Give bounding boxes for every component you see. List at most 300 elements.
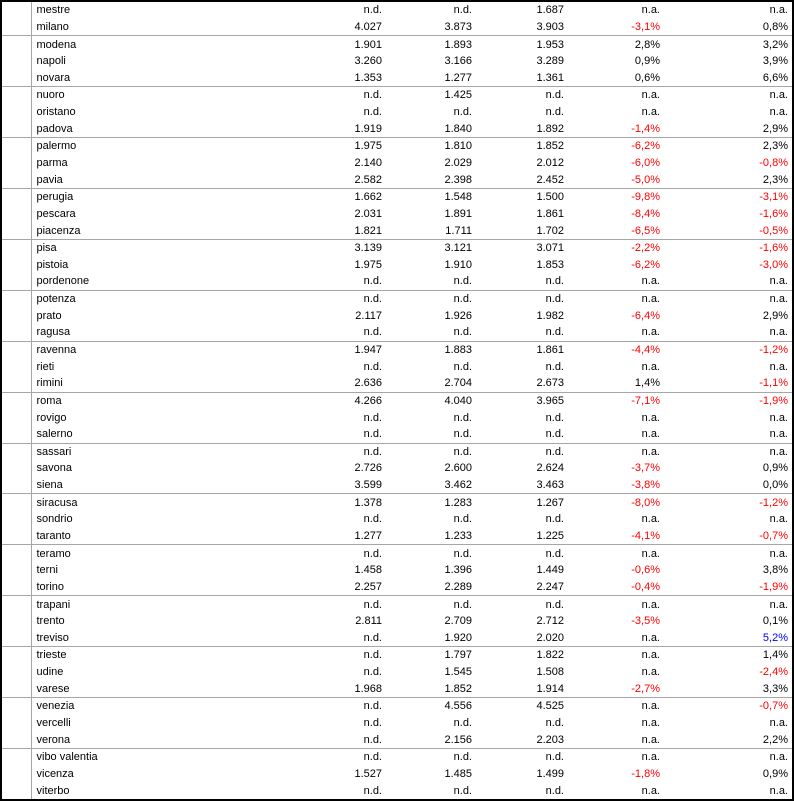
change-cell-2: n.a.: [769, 89, 788, 102]
value-cell-3: 3.071: [536, 242, 564, 255]
table-row: [2, 19, 792, 36]
change-cell-1: n.a.: [641, 106, 660, 119]
table-row: [2, 477, 792, 494]
table-row: [2, 528, 792, 545]
value-cell-2: n.d.: [453, 4, 472, 17]
row-spacer-cell: [2, 392, 31, 409]
value-cell-3: 3.965: [536, 394, 564, 407]
table-row: [2, 222, 792, 239]
value-cell-3: 1.861: [536, 344, 564, 357]
city-cell: pistoia: [36, 258, 69, 271]
city-cell: varese: [31, 680, 201, 697]
row-spacer-cell: [2, 290, 31, 307]
table-body: [2, 2, 792, 799]
value-cell-1: n.d.: [201, 273, 386, 290]
table-row: [2, 290, 792, 307]
value-cell-1: n.d.: [201, 630, 386, 647]
change-cell-2: -1,6%: [759, 207, 788, 220]
city-cell: nuoro: [36, 89, 65, 102]
row-spacer-cell: [2, 579, 31, 596]
change-cell-2: -1,1%: [664, 375, 792, 392]
row-spacer-cell: [2, 782, 31, 799]
city-cell: ravenna: [36, 344, 77, 357]
table-row: [2, 443, 792, 460]
city-cell: vicenza: [36, 767, 74, 780]
city-cell: torino: [31, 579, 201, 596]
change-cell-2: 3,8%: [762, 564, 788, 577]
change-cell-2: 3,9%: [762, 55, 788, 68]
value-cell-1: n.d.: [201, 731, 386, 748]
change-cell-1: n.a.: [641, 649, 660, 662]
row-spacer-cell: [2, 613, 31, 630]
value-cell-2: 1.711: [386, 222, 476, 239]
change-cell-1: -2,2%: [631, 242, 660, 255]
value-cell-1: 1.968: [201, 680, 386, 697]
change-cell-2: -3,0%: [759, 258, 788, 271]
value-cell-3: 1.449: [536, 564, 564, 577]
row-spacer-cell: [2, 715, 31, 732]
change-cell-2: 3,3%: [664, 680, 792, 697]
row-spacer-cell: [2, 596, 31, 613]
change-cell-1: n.a.: [641, 666, 660, 679]
change-cell-2: -0,7%: [759, 700, 788, 713]
city-cell: pisa: [36, 242, 57, 255]
change-cell-1: n.a.: [641, 751, 660, 764]
row-spacer-cell: [2, 528, 31, 545]
table-row: [2, 596, 792, 613]
change-cell-2: -0,7%: [664, 528, 792, 545]
value-cell-2: n.d.: [453, 513, 472, 526]
value-cell-2: 3.462: [386, 477, 476, 494]
value-cell-2: n.d.: [386, 426, 476, 443]
city-cell: salerno: [31, 426, 201, 443]
city-cell: rimini: [31, 375, 201, 392]
value-cell-2: 4.556: [444, 700, 472, 713]
table-row: [2, 87, 792, 104]
table-row: [2, 36, 792, 53]
row-spacer-cell: [2, 222, 31, 239]
value-cell-3: 2.452: [476, 171, 568, 188]
table-row: [2, 104, 792, 121]
value-cell-3: n.d.: [545, 513, 564, 526]
row-spacer-cell: [2, 409, 31, 426]
change-cell-1: -0,6%: [631, 564, 660, 577]
value-cell-1: n.d.: [363, 784, 382, 797]
value-cell-2: 1.283: [444, 496, 472, 509]
change-cell-1: -9,8%: [631, 191, 660, 204]
value-cell-3: n.d.: [545, 106, 564, 119]
row-spacer-cell: [2, 120, 31, 137]
city-cell: terni: [36, 564, 58, 577]
table-row: [2, 358, 792, 375]
value-cell-3: 1.861: [536, 207, 564, 220]
city-cell: savona: [36, 462, 72, 475]
value-cell-2: n.d.: [453, 360, 472, 373]
row-spacer-cell: [2, 698, 31, 715]
change-cell-2: n.a.: [664, 273, 792, 290]
change-cell-2: 2,9%: [664, 120, 792, 137]
city-cell: pescara: [36, 207, 76, 220]
change-cell-2: n.a.: [769, 547, 788, 560]
value-cell-1: 2.031: [354, 207, 382, 220]
change-cell-2: 0,0%: [664, 477, 792, 494]
table-row: [2, 460, 792, 477]
change-cell-2: -1,2%: [759, 496, 788, 509]
city-cell: ragusa: [31, 324, 201, 341]
value-cell-2: 1.548: [444, 191, 472, 204]
change-cell-1: -6,2%: [631, 140, 660, 153]
value-cell-3: 3.289: [536, 55, 564, 68]
value-cell-3: n.d.: [545, 360, 564, 373]
value-cell-1: n.d.: [363, 751, 382, 764]
value-cell-1: 2.636: [201, 375, 386, 392]
change-cell-1: n.a.: [568, 324, 664, 341]
row-spacer-cell: [2, 341, 31, 358]
change-cell-1: n.a.: [641, 411, 660, 424]
table-row: [2, 698, 792, 715]
value-cell-2: 1.810: [444, 140, 472, 153]
value-cell-1: 1.975: [354, 140, 382, 153]
city-cell: milano: [31, 19, 201, 36]
change-cell-2: n.a.: [664, 324, 792, 341]
city-cell: vercelli: [36, 717, 71, 729]
value-cell-1: 2.811: [355, 615, 382, 628]
value-cell-2: 2.704: [386, 375, 476, 392]
city-cell: piacenza: [31, 222, 201, 239]
city-cell: rieti: [36, 360, 55, 373]
change-cell-1: n.a.: [641, 89, 660, 102]
value-cell-2: 2.600: [444, 462, 472, 475]
value-cell-3: n.d.: [545, 784, 564, 797]
change-cell-1: -8,0%: [631, 496, 660, 509]
change-cell-1: n.a.: [641, 717, 660, 729]
value-cell-3: 2.203: [476, 731, 568, 748]
change-cell-2: n.a.: [769, 4, 788, 17]
value-cell-3: 2.247: [476, 579, 568, 596]
city-cell: parma: [36, 157, 68, 170]
value-cell-1: 1.662: [354, 191, 382, 204]
row-spacer-cell: [2, 426, 31, 443]
change-cell-1: n.a.: [641, 445, 660, 458]
value-cell-2: 1.910: [444, 258, 472, 271]
value-cell-2: 1.485: [444, 767, 472, 780]
change-cell-2: -1,9%: [759, 394, 788, 407]
change-cell-2: 2,3%: [762, 140, 788, 153]
city-cell: trento: [36, 615, 65, 628]
change-cell-1: n.a.: [641, 360, 660, 373]
row-spacer-cell: [2, 511, 31, 528]
value-cell-3: 1.225: [476, 528, 568, 545]
value-cell-1: 4.027: [201, 19, 386, 36]
table-row: [2, 155, 792, 172]
city-cell: vibo valentia: [36, 751, 98, 764]
table-row: [2, 138, 792, 155]
table-row: [2, 579, 792, 596]
row-spacer-cell: [2, 766, 31, 783]
change-cell-2: -3,1%: [759, 191, 788, 204]
change-cell-1: 2,8%: [634, 38, 660, 51]
row-spacer-cell: [2, 680, 31, 697]
value-cell-1: n.d.: [363, 89, 382, 102]
value-cell-3: n.d.: [476, 426, 568, 443]
change-cell-2: n.a.: [769, 751, 788, 764]
value-cell-3: 1.702: [476, 222, 568, 239]
change-cell-1: -0,4%: [568, 579, 664, 596]
change-cell-2: 6,6%: [664, 70, 792, 87]
city-cell: roma: [36, 394, 62, 407]
city-cell: trieste: [36, 649, 67, 662]
change-cell-2: 3,2%: [762, 38, 788, 51]
table-row: [2, 680, 792, 697]
value-cell-2: 1.926: [444, 309, 472, 322]
value-cell-3: n.d.: [476, 324, 568, 341]
row-spacer-cell: [2, 324, 31, 341]
table-row: [2, 307, 792, 324]
table-row: [2, 409, 792, 426]
row-spacer-cell: [2, 630, 31, 647]
change-cell-1: -2,7%: [568, 680, 664, 697]
value-cell-3: 2.624: [536, 462, 564, 475]
value-cell-3: n.d.: [545, 598, 564, 611]
change-cell-2: n.a.: [664, 426, 792, 443]
value-cell-1: 1.947: [354, 344, 382, 357]
city-cell: teramo: [36, 547, 71, 560]
value-cell-1: n.d.: [363, 513, 382, 526]
change-cell-2: 0,8%: [664, 19, 792, 36]
table-row: [2, 562, 792, 579]
change-cell-2: -1,9%: [664, 579, 792, 596]
table-row: [2, 341, 792, 358]
row-spacer-cell: [2, 138, 31, 155]
change-cell-1: n.a.: [641, 293, 660, 306]
city-cell: padova: [31, 120, 201, 137]
city-cell: viterbo: [36, 784, 70, 797]
value-cell-2: n.d.: [453, 598, 472, 611]
change-cell-2: n.a.: [769, 360, 788, 373]
change-cell-2: -0,8%: [759, 157, 788, 170]
change-cell-1: n.a.: [641, 513, 660, 526]
row-spacer-cell: [2, 562, 31, 579]
row-spacer-cell: [2, 731, 31, 748]
row-spacer-cell: [2, 87, 31, 104]
value-cell-1: n.d.: [363, 598, 382, 611]
city-cell: sondrio: [36, 513, 73, 526]
value-cell-1: 1.919: [201, 120, 386, 137]
change-cell-1: n.a.: [568, 273, 664, 290]
city-cell: pavia: [31, 171, 201, 188]
value-cell-3: 1.267: [536, 496, 564, 509]
row-spacer-cell: [2, 171, 31, 188]
table-row: [2, 324, 792, 341]
change-cell-1: 0,6%: [568, 70, 664, 87]
value-cell-3: 1.892: [476, 120, 568, 137]
row-spacer-cell: [2, 477, 31, 494]
value-cell-3: 1.508: [536, 666, 564, 679]
row-spacer-cell: [2, 104, 31, 121]
value-cell-1: n.d.: [363, 360, 382, 373]
row-spacer-cell: [2, 664, 31, 681]
value-cell-2: 1.852: [386, 680, 476, 697]
value-cell-1: 3.139: [354, 242, 382, 255]
value-cell-2: 1.893: [444, 38, 472, 51]
value-cell-3: 1.822: [536, 649, 564, 662]
value-cell-2: n.d.: [386, 324, 476, 341]
city-cell: siracusa: [36, 496, 78, 509]
value-cell-3: 1.361: [476, 70, 568, 87]
value-cell-3: 3.463: [476, 477, 568, 494]
value-cell-3: 1.853: [536, 258, 564, 271]
value-cell-2: n.d.: [453, 106, 472, 119]
value-cell-3: n.d.: [545, 547, 564, 560]
change-cell-2: -0,5%: [664, 222, 792, 239]
value-cell-1: n.d.: [363, 106, 382, 119]
value-cell-2: 1.425: [444, 89, 472, 102]
change-cell-2: 2,9%: [762, 309, 788, 322]
change-cell-2: n.a.: [769, 717, 788, 729]
city-cell: venezia: [36, 700, 75, 713]
value-cell-1: 3.260: [354, 55, 382, 68]
city-cell: trapani: [36, 598, 71, 611]
value-cell-1: n.d.: [363, 445, 382, 458]
row-spacer-cell: [2, 545, 31, 562]
row-spacer-cell: [2, 358, 31, 375]
value-cell-3: 1.500: [536, 191, 564, 204]
value-cell-2: 2.709: [444, 615, 472, 628]
value-cell-2: 1.233: [386, 528, 476, 545]
table-row: [2, 2, 792, 19]
value-cell-3: n.d.: [545, 411, 564, 424]
change-cell-2: 0,1%: [762, 615, 788, 628]
value-cell-2: 1.277: [386, 70, 476, 87]
row-spacer-cell: [2, 647, 31, 664]
value-cell-1: 1.378: [354, 496, 382, 509]
row-spacer-cell: [2, 239, 31, 256]
value-cell-1: 4.266: [354, 394, 382, 407]
change-cell-2: 2,2%: [664, 731, 792, 748]
table-row: [2, 664, 792, 681]
change-cell-1: -6,2%: [631, 258, 660, 271]
value-cell-3: 2.712: [536, 615, 564, 628]
city-cell: treviso: [31, 630, 201, 647]
value-cell-1: 3.599: [201, 477, 386, 494]
change-cell-1: 1,4%: [568, 375, 664, 392]
change-cell-2: 1,4%: [762, 649, 788, 662]
value-cell-2: n.d.: [453, 411, 472, 424]
value-cell-3: 1.914: [476, 680, 568, 697]
row-spacer-cell: [2, 748, 31, 765]
value-cell-2: 1.396: [444, 564, 472, 577]
table-row: [2, 392, 792, 409]
table-row: [2, 766, 792, 783]
value-cell-2: 1.797: [444, 649, 472, 662]
value-cell-2: 3.121: [444, 242, 472, 255]
row-spacer-cell: [2, 155, 31, 172]
change-cell-1: -3,5%: [631, 615, 660, 628]
table-row: [2, 53, 792, 70]
value-cell-3: 2.012: [536, 157, 564, 170]
change-cell-2: n.a.: [769, 513, 788, 526]
row-spacer-cell: [2, 460, 31, 477]
change-cell-1: -4,4%: [631, 344, 660, 357]
city-cell: verona: [31, 731, 201, 748]
change-cell-1: -6,4%: [631, 309, 660, 322]
value-cell-1: n.d.: [201, 426, 386, 443]
table-row: [2, 120, 792, 137]
city-cell: prato: [36, 309, 62, 322]
value-cell-3: n.d.: [476, 273, 568, 290]
change-cell-1: -8,4%: [631, 207, 660, 220]
row-spacer-cell: [2, 257, 31, 274]
city-cell: perugia: [36, 191, 74, 204]
value-cell-2: 2.156: [386, 731, 476, 748]
value-cell-2: n.d.: [386, 273, 476, 290]
row-spacer-cell: [2, 70, 31, 87]
city-cell: siena: [31, 477, 201, 494]
value-cell-2: 1.840: [386, 120, 476, 137]
value-cell-3: 1.852: [536, 140, 564, 153]
value-cell-3: 4.525: [536, 700, 564, 713]
city-cell: oristano: [36, 106, 76, 119]
value-cell-1: 2.257: [201, 579, 386, 596]
change-cell-1: n.a.: [641, 4, 660, 17]
value-cell-3: n.d.: [545, 717, 564, 729]
row-spacer-cell: [2, 19, 31, 36]
table-row: [2, 715, 792, 732]
change-cell-1: n.a.: [641, 700, 660, 713]
value-cell-1: n.d.: [363, 293, 382, 306]
change-cell-1: n.a.: [568, 630, 664, 647]
table-row: [2, 188, 792, 205]
row-spacer-cell: [2, 375, 31, 392]
city-cell: palermo: [36, 140, 77, 153]
table-row: [2, 731, 792, 748]
change-cell-2: n.a.: [769, 445, 788, 458]
value-cell-1: n.d.: [363, 547, 382, 560]
change-cell-2: 0,9%: [762, 767, 788, 780]
value-cell-2: 2.289: [386, 579, 476, 596]
city-cell: rovigo: [36, 411, 67, 424]
change-cell-1: 0,9%: [634, 55, 660, 68]
change-cell-1: -3,1%: [568, 19, 664, 36]
value-cell-1: n.d.: [363, 717, 382, 729]
change-cell-2: -2,4%: [759, 666, 788, 679]
value-cell-1: 2.140: [354, 157, 382, 170]
city-cell: napoli: [36, 55, 66, 68]
change-cell-1: -1,4%: [568, 120, 664, 137]
city-values-table: [2, 2, 792, 799]
value-cell-1: 1.821: [201, 222, 386, 239]
value-cell-1: 2.117: [355, 309, 382, 322]
value-cell-1: 2.726: [354, 462, 382, 475]
value-cell-1: 1.277: [201, 528, 386, 545]
change-cell-1: -5,0%: [568, 171, 664, 188]
row-spacer-cell: [2, 494, 31, 511]
change-cell-1: -6,5%: [568, 222, 664, 239]
change-cell-1: -7,1%: [631, 394, 660, 407]
change-cell-2: n.a.: [769, 598, 788, 611]
change-cell-2: 5,2%: [664, 630, 792, 647]
value-cell-3: n.d.: [545, 89, 564, 102]
row-spacer-cell: [2, 2, 31, 19]
table-row: [2, 494, 792, 511]
value-cell-1: n.d.: [201, 324, 386, 341]
row-spacer-cell: [2, 273, 31, 290]
change-cell-1: -3,8%: [568, 477, 664, 494]
value-cell-3: n.d.: [545, 293, 564, 306]
table-row: [2, 70, 792, 87]
value-cell-3: 3.903: [476, 19, 568, 36]
table-row: [2, 545, 792, 562]
